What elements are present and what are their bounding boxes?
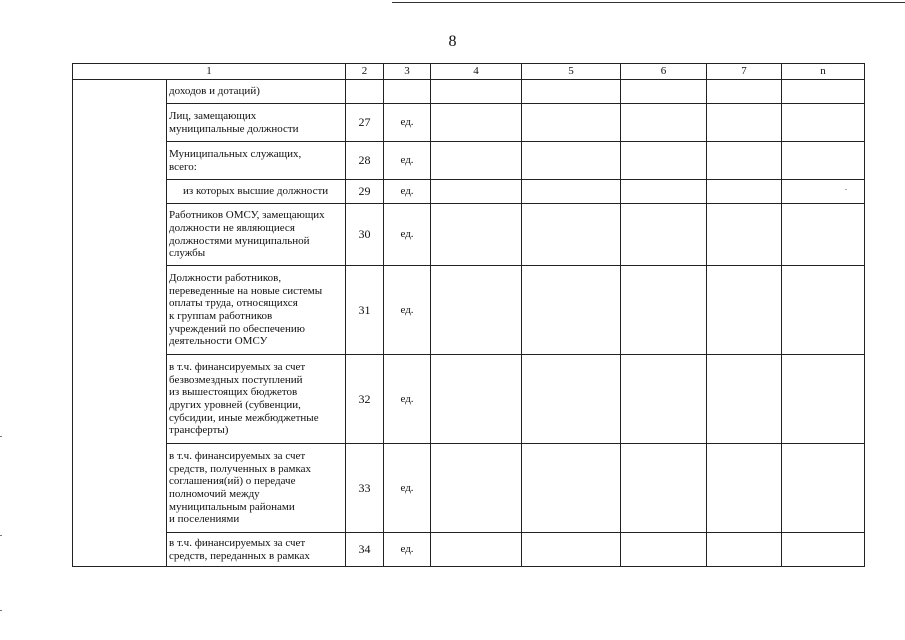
value-cell	[621, 142, 707, 180]
row-code: 30	[346, 204, 384, 266]
column-header: 4	[431, 64, 522, 80]
row-unit: ед.	[384, 104, 431, 142]
header-row	[73, 64, 865, 80]
row-label-line: Работников ОМСУ, замещающих	[169, 209, 325, 222]
table-body	[73, 80, 865, 567]
value-cell	[522, 142, 621, 180]
value-cell	[431, 80, 522, 104]
row-unit: ед.	[384, 142, 431, 180]
value-cell	[522, 355, 621, 444]
value-cell	[522, 533, 621, 567]
row-label	[167, 104, 346, 142]
row-unit: ед.	[384, 204, 431, 266]
row-code: 27	[346, 104, 384, 142]
row-label-line: безвозмездных поступлений	[169, 373, 303, 386]
column-header: 2	[346, 64, 384, 80]
edge-mark	[0, 610, 2, 611]
table-row	[73, 444, 865, 533]
row-unit: ед.	[384, 355, 431, 444]
value-cell	[431, 355, 522, 444]
row-label-line: всего:	[169, 160, 197, 173]
value-cell	[522, 204, 621, 266]
value-cell	[522, 80, 621, 104]
value-cell	[707, 104, 782, 142]
value-cell	[431, 533, 522, 567]
value-cell	[782, 104, 865, 142]
row-label-line: соглашения(ий) о передаче	[169, 475, 296, 488]
row-label-line: службы	[169, 247, 206, 260]
row-label-line: средств, полученных в рамках	[169, 462, 312, 475]
value-cell	[522, 444, 621, 533]
value-cell	[707, 142, 782, 180]
table-row	[73, 355, 865, 444]
table-row	[73, 80, 865, 104]
value-cell	[621, 104, 707, 142]
row-label-line: муниципальным районами	[169, 500, 295, 513]
row-label	[167, 142, 346, 180]
row-label-line: в т.ч. финансируемых за счет	[169, 536, 306, 549]
row-unit: ед.	[384, 444, 431, 533]
value-cell	[431, 444, 522, 533]
row-label-line: из которых высшие должности	[183, 185, 329, 198]
row-code: 32	[346, 355, 384, 444]
value-cell	[707, 444, 782, 533]
value-cell	[621, 204, 707, 266]
row-label	[167, 204, 346, 266]
column-header: n	[782, 64, 865, 80]
value-cell	[782, 266, 865, 355]
row-code: 29	[346, 180, 384, 204]
value-cell	[522, 104, 621, 142]
row-code: 28	[346, 142, 384, 180]
scan-speck	[845, 189, 847, 190]
row-label-line: и поселениями	[169, 513, 240, 526]
row-label-line: Должности работников,	[169, 272, 282, 285]
table-row	[73, 204, 865, 266]
table-row	[73, 142, 865, 180]
value-cell	[782, 533, 865, 567]
table-row	[73, 180, 865, 204]
row-label-line: должностями муниципальной	[169, 234, 310, 247]
row-label-line: деятельности ОМСУ	[169, 335, 268, 348]
row-label-line: оплаты труда, относящихся	[169, 297, 298, 310]
row-label-line: Лиц, замещающих	[169, 109, 257, 122]
value-cell	[782, 444, 865, 533]
column-header: 3	[384, 64, 431, 80]
value-cell	[431, 266, 522, 355]
row-label-line: должности не являющиеся	[169, 221, 295, 234]
value-cell	[782, 355, 865, 444]
row-label	[167, 444, 346, 533]
row-label-line: Муниципальных служащих,	[169, 147, 302, 160]
row-label-line: из вышестоящих бюджетов	[169, 386, 298, 399]
row-label-line: средств, переданных в рамках	[169, 549, 310, 562]
row-unit	[384, 80, 431, 104]
row-unit: ед.	[384, 266, 431, 355]
row-unit: ед.	[384, 180, 431, 204]
row-label-line: полномочий между	[169, 488, 260, 500]
value-cell	[782, 180, 865, 204]
top-rule	[392, 2, 905, 3]
value-cell	[707, 266, 782, 355]
value-cell	[621, 444, 707, 533]
column-header: 5	[522, 64, 621, 80]
row-label-line: доходов и дотаций)	[169, 85, 260, 98]
row-code: 33	[346, 444, 384, 533]
blank-side-cell	[73, 80, 167, 567]
row-label	[167, 80, 346, 104]
page-number: 8	[448, 33, 457, 50]
value-cell	[707, 533, 782, 567]
value-cell	[707, 355, 782, 444]
edge-mark	[0, 535, 2, 536]
value-cell	[431, 204, 522, 266]
row-code	[346, 80, 384, 104]
row-label-line: других уровней (субвенции,	[169, 399, 301, 411]
column-header: 1	[73, 64, 346, 80]
row-label-line: переведенные на новые системы	[169, 284, 323, 297]
value-cell	[522, 180, 621, 204]
table-row	[73, 266, 865, 355]
row-label	[167, 533, 346, 567]
value-cell	[782, 80, 865, 104]
value-cell	[431, 104, 522, 142]
row-label-line: к группам работников	[169, 310, 273, 322]
value-cell	[522, 266, 621, 355]
column-header: 7	[707, 64, 782, 80]
value-cell	[431, 180, 522, 204]
data-table	[72, 63, 865, 567]
value-cell	[621, 355, 707, 444]
row-code: 34	[346, 533, 384, 567]
row-label-line: в т.ч. финансируемых за счет	[169, 450, 306, 463]
row-label-line: субсидии, иные межбюджетные	[169, 411, 319, 424]
value-cell	[782, 204, 865, 266]
row-label-line: в т.ч. финансируемых за счет	[169, 361, 306, 374]
row-label-line: муниципальные должности	[169, 122, 299, 135]
row-label	[167, 266, 346, 355]
table-row	[73, 104, 865, 142]
column-header: 6	[621, 64, 707, 80]
value-cell	[707, 180, 782, 204]
row-unit: ед.	[384, 533, 431, 567]
value-cell	[431, 142, 522, 180]
value-cell	[621, 533, 707, 567]
value-cell	[621, 266, 707, 355]
row-label	[167, 180, 346, 204]
value-cell	[621, 80, 707, 104]
value-cell	[621, 180, 707, 204]
value-cell	[782, 142, 865, 180]
value-cell	[707, 204, 782, 266]
table-row	[73, 533, 865, 567]
row-label	[167, 355, 346, 444]
value-cell	[707, 80, 782, 104]
edge-mark	[0, 436, 2, 437]
row-label-line: трансферты)	[169, 424, 229, 437]
row-code: 31	[346, 266, 384, 355]
row-label-line: учреждений по обеспечению	[169, 322, 305, 335]
